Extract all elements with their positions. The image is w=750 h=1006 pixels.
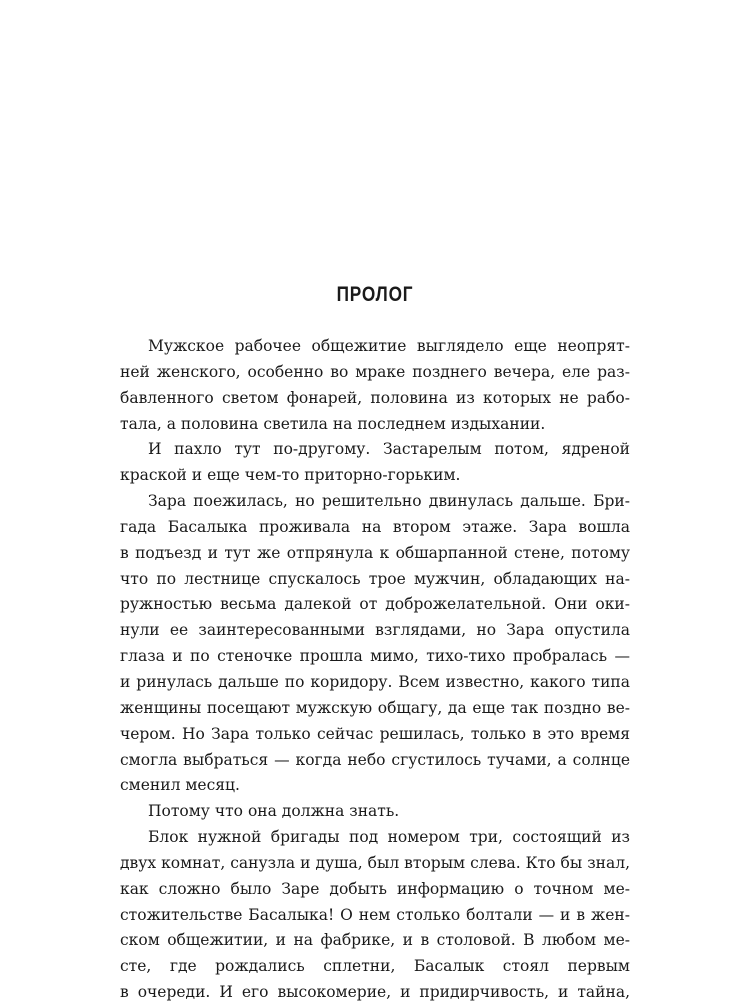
body-text [120,334,630,1006]
text-line: что по лестнице спускалось трое мужчин, обладающих на- [120,569,630,588]
text-line: гада Басалыка проживала на втором этаже. Зара вошла [120,517,630,536]
text-line: ней женского, особенно во мраке позднего вечера, еле раз- [120,362,630,381]
text-line: краской и еще чем-то приторно-горьким. [120,466,461,485]
text-line: в подъезд и тут же отпрянула к обшарпанной стене, потому [120,543,630,562]
text-line: нули ее заинтересованными взглядами, но Зара опустила [120,621,630,640]
text-line: Блок нужной бригады под номером три, состоящий из [148,828,630,847]
text-line: сте, где рождались сплетни, Басалык стоял первым [120,957,630,976]
text-line: стожительстве Басалыка! О нем столько болтали — и в жен- [120,905,630,924]
text-line: как сложно было Заре добыть информацию о точном ме- [120,879,630,898]
text-line: в очереди. И его высокомерие, и придирчивость, и тайна, [120,983,630,1002]
text-line: глаза и по стеночке прошла мимо, тихо-тихо пробралась — [120,647,630,666]
text-line: двух комнат, санузла и душа, был вторым слева. Кто бы знал, [120,853,630,872]
text-line: и ринулась дальше по коридору. Всем известно, какого типа [120,672,630,691]
text-line: тала, а половина светила на последнем издыхании. [120,414,546,433]
chapter-title: ПРОЛОГ [336,283,414,306]
text-line: И пахло тут по-другому. Застарелым потом, ядреной [148,440,630,459]
text-line: ском общежитии, и на фабрике, и в столовой. В любом ме- [120,931,630,950]
text-line: смогла выбраться — когда небо сгустилось тучами, а солнце [120,750,630,769]
text-line: сменил месяц. [120,776,240,795]
text-line: Потому что она должна знать. [148,802,400,821]
text-line: ружностью весьма далекой от доброжелательной. Они оки- [120,595,630,614]
text-line: Зара поежилась, но решительно двинулась дальше. Бри- [148,492,630,511]
text-line: чером. Но Зара только сейчас решилась, только в это время [120,724,630,743]
text-line: бавленного светом фонарей, половина из которых не рабо- [120,388,630,407]
text-line: женщины посещают мужскую общагу, да еще так поздно ве- [120,698,630,717]
text-line: Мужское рабочее общежитие выглядело еще неопрят- [148,337,630,355]
